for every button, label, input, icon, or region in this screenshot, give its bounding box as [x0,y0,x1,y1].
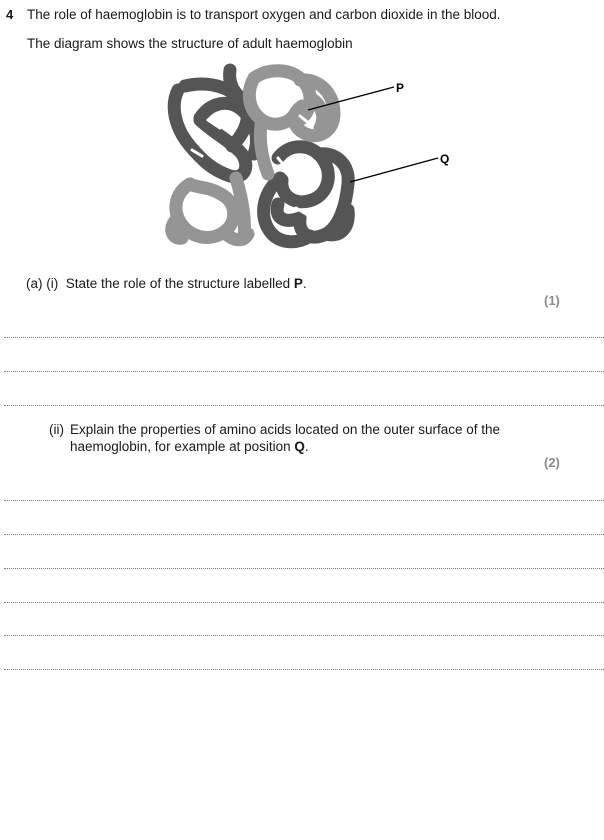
answer-line-a-i-3[interactable] [4,405,604,406]
answer-line-a-ii-2[interactable] [4,534,604,535]
question-intro: The role of haemoglobin is to transport oxygen and carbon dioxide in the blood. [27,7,501,22]
part-a-ii-bold: Q [294,439,305,454]
answer-line-a-i-1[interactable] [4,337,604,338]
dark-chain-right [264,147,349,242]
part-a-i-label: (a) (i) [26,276,59,291]
label-q: Q [440,152,450,166]
light-chain-bottom [172,178,248,240]
answer-line-a-ii-3[interactable] [4,568,604,569]
part-a-ii-line1: Explain the properties of amino acids located on the outer surface of the [70,422,501,437]
part-a-ii-line2-end: . [304,439,309,454]
part-a-i-bold: P [293,276,303,291]
part-a-ii-line2 [70,438,309,456]
answer-line-a-ii-4[interactable] [4,602,604,603]
part-a-i-marks: (1) [544,293,560,308]
part-a-ii-marks: (2) [544,455,560,470]
haemoglobin-diagram [150,58,460,268]
diagram-caption: The diagram shows the structure of adult haemoglobin [27,36,353,51]
answer-line-a-i-2[interactable] [4,371,604,372]
question-number: 4 [6,7,14,22]
label-q-line [350,158,438,182]
part-a-i-prompt [26,275,307,293]
answer-line-a-ii-5[interactable] [4,635,604,636]
part-a-i-text-end: . [302,276,307,291]
part-a-ii-line2-text: haemoglobin, for example at position [70,439,295,454]
answer-line-a-ii-1[interactable] [4,500,604,501]
label-p: P [396,81,405,95]
answer-line-a-ii-6[interactable] [4,669,604,670]
part-a-ii-label: (ii) [49,422,64,437]
part-a-i-text: State the role of the structure labelled [65,276,294,291]
